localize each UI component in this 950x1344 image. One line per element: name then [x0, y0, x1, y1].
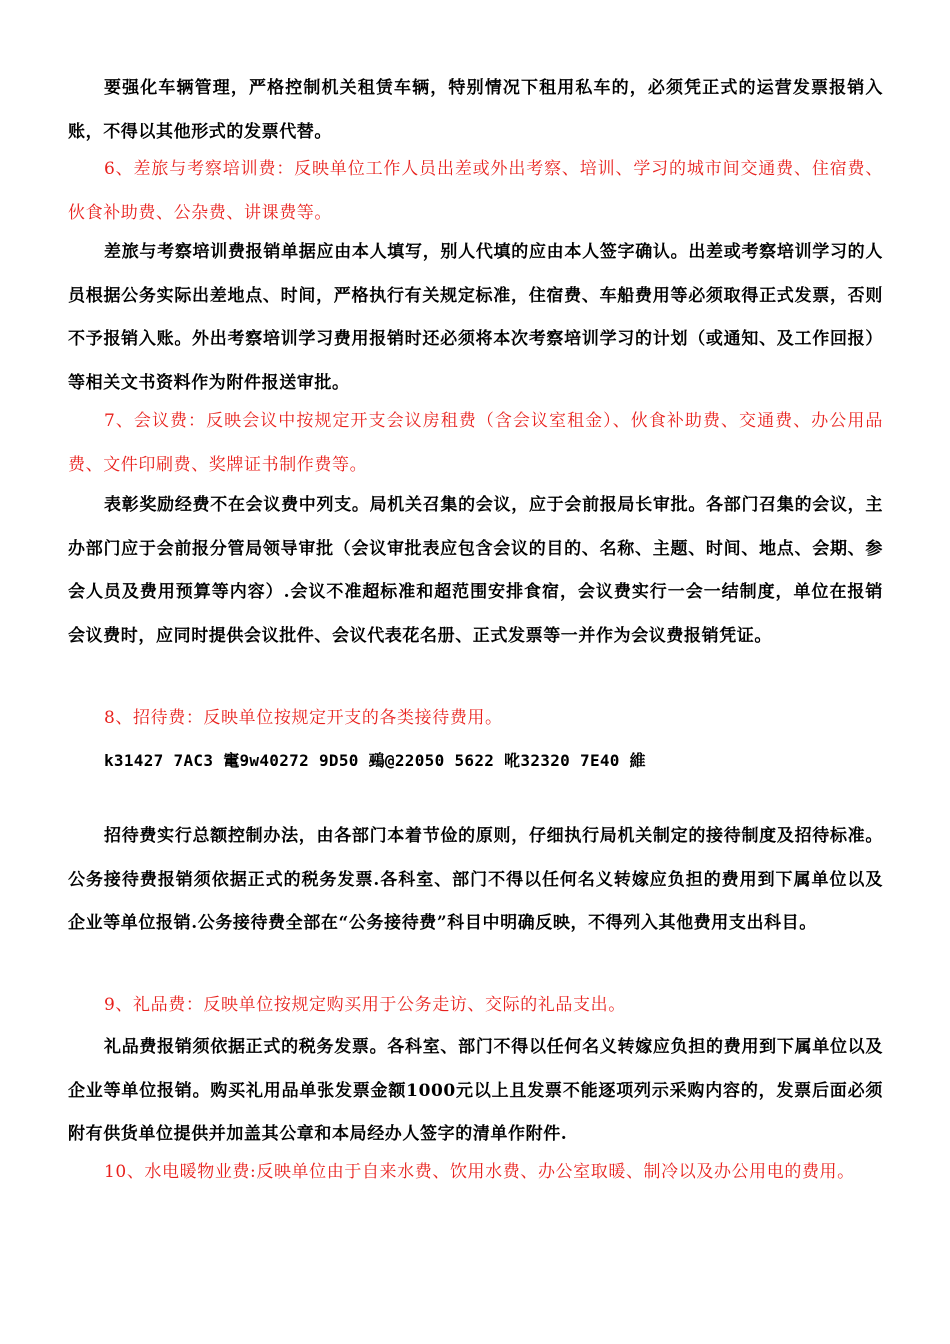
heading-travel-training-fee: 6、差旅与考察培训费：反映单位工作人员出差或外出考察、培训、学习的城市间交通费、住宿费、伙食补助费、公杂费、讲课费等。 — [68, 159, 883, 223]
paragraph-hospitality-rules: 招待费实行总额控制办法，由各部门本着节俭的原则，仔细执行局机关制定的接待制度及招待标准。公务接待费报销须依据正式的税务发票.各科室、部门不得以任何名义转嫁应负担的费用到下属单位以及企业等单位报销.公务接待费全部在“公务接待费”科目中明确反映，不得列入其他费用支出科目。 — [68, 826, 883, 933]
encoded-text-line: k31427 7AC3 竃9w40272 9D50 鵐@22050 5622 吪32320 7E40 維 — [104, 751, 646, 770]
heading-gift-fee: 9、礼品费：反映单位按规定购买用于公务走访、交际的礼品支出。 — [104, 995, 626, 1015]
paragraph-meeting-rules: 表彰奖励经费不在会议费中列支。局机关召集的会议，应于会前报局长审批。各部门召集的会议，主办部门应于会前报分管局领导审批（会议审批表应包含会议的目的、名称、主题、时间、地点、会期、参会人员及费用预算等内容）.会议不准超标准和超范围安排食宿，会议费实行一会一结制度，单位在报销会议费时，应同时提供会议批件、会议代表花名册、正式发票等一并作为会议费报销凭证。 — [68, 495, 883, 646]
paragraph-gift-rules: 礼品费报销须依据正式的税务发票。各科室、部门不得以任何名义转嫁应负担的费用到下属单位以及企业等单位报销。购买礼用品单张发票金额1000元以上且发票不能逐项列示采购内容的，发票后面必须附有供货单位提供并加盖其公章和本局经办人签字的清单作附件. — [68, 1037, 883, 1144]
heading-meeting-fee: 7、会议费：反映会议中按规定开支会议房租费（含会议室租金）、伙食补助费、交通费、办公用品费、文件印刷费、奖牌证书制作费等。 — [68, 411, 883, 475]
paragraph-travel-reimbursement: 差旅与考察培训费报销单据应由本人填写，别人代填的应由本人签字确认。出差或考察培训学习的人员根据公务实际出差地点、时间，严格执行有关规定标准，住宿费、车船费用等必须取得正式发票，否则不予报销入账。外出考察培训学习费用报销时还必须将本次考察培训学习的计划（或通知、及工作回报）等相关文书资料作为附件报送审批。 — [68, 242, 883, 393]
heading-hospitality-fee: 8、招待费：反映单位按规定开支的各类接待费用。 — [104, 708, 503, 728]
paragraph-vehicle-management: 要强化车辆管理，严格控制机关租赁车辆，特别情况下租用私车的，必须凭正式的运营发票报销入账，不得以其他形式的发票代替。 — [68, 78, 883, 142]
heading-utilities-fee: 10、水电暖物业费:反映单位由于自来水费、饮用水费、办公室取暖、制冷以及办公用电的费用。 — [104, 1162, 855, 1182]
